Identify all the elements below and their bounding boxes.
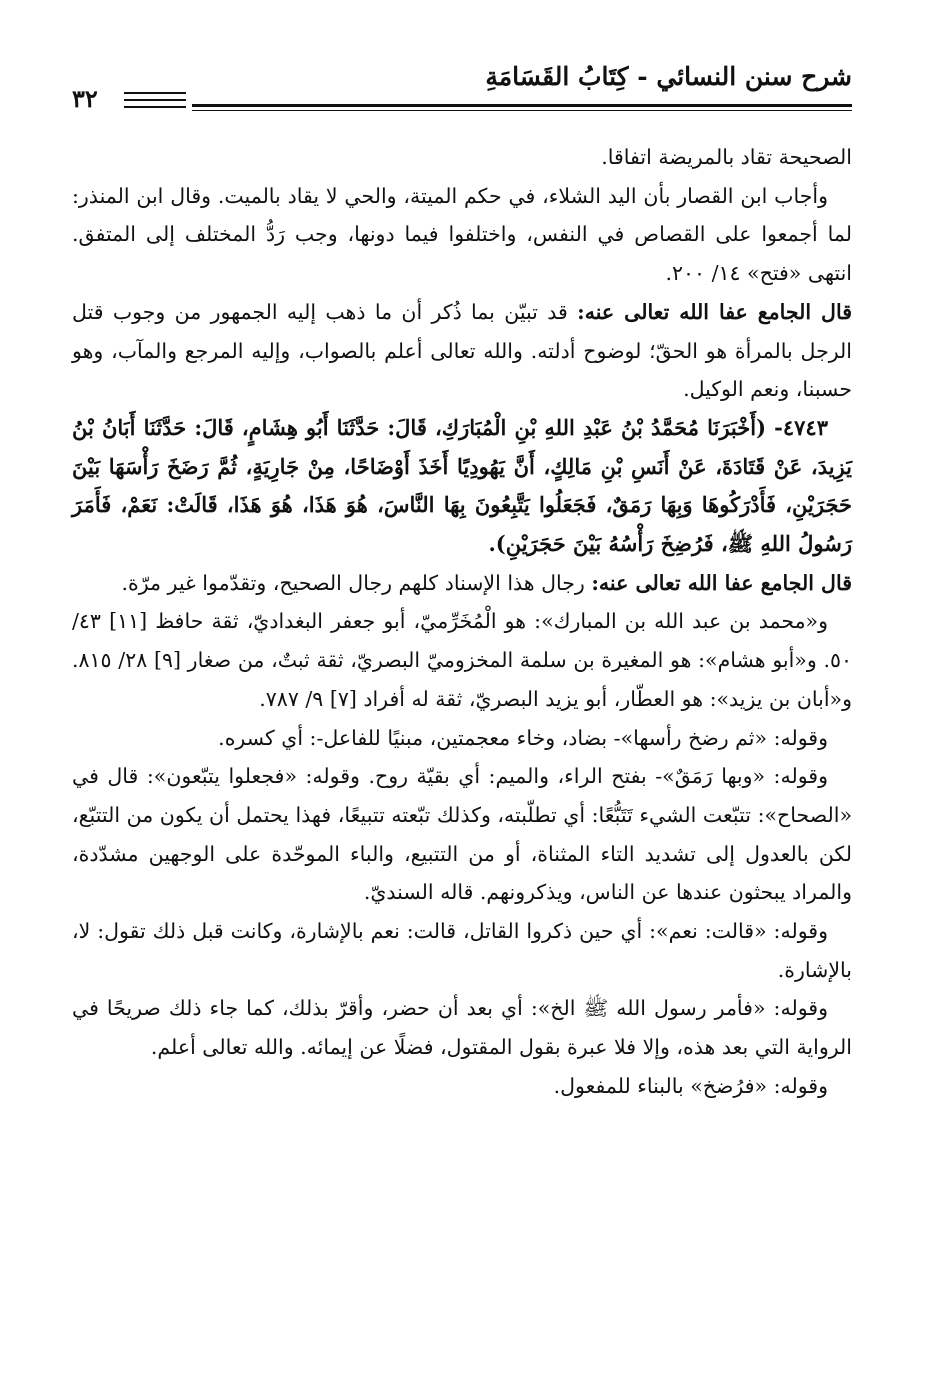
page-number: ٣٢ bbox=[72, 84, 98, 113]
paragraph-text: رجال هذا الإسناد كلهم رجال الصحيح، وتقدّموا غير مرّة. bbox=[121, 570, 592, 595]
book-page bbox=[72, 40, 852, 1360]
paragraph bbox=[72, 293, 852, 409]
hadith-text: ٤٧٤٣- (أَخْبَرَنَا مُحَمَّدُ بْنُ عَبْدِ اللهِ بْنِ الْمُبَارَكِ، قَالَ: حَدَّثَنَا أَبُو هِشَامٍ، قَالَ: حَدَّثَنَا أَبَانُ بْنُ يَزِيدَ، عَنْ قَتَادَةَ، عَنْ أَنَسِ بْنِ مَالِكٍ، أَنَّ يَهُودِيًا أَخَذَ أَوْضَاحًا، مِنْ جَارِيَةٍ، ثُمَّ رَضَخَ رَأْسَهَا بَيْنَ حَجَرَيْنِ، فَأَدْرَكُوهَا وَبِهَا رَمَقٌ، فَجَعَلُوا يَتَّبِعُونَ بِهَا النَّاسَ، هُوَ هَذَا، هُوَ هَذَا، قَالَتْ: نَعَمْ، فَأَمَرَ رَسُولُ اللهِ ﷺ، فَرُضِخَ رَأْسُهُ بَيْنَ حَجَرَيْنِ). bbox=[72, 414, 852, 557]
paragraph: و«محمد بن عبد الله بن المبارك»: هو الْمُخَرِّميّ، أبو جعفر البغداديّ، ثقة حافظ [١١] ٤٣/ ٥٠. و«أبو هشام»: هو المغيرة بن سلمة المخزوميّ البصريّ، ثقة ثبتٌ، من صغار [٩] ٢٨/ ٨١٥. و«أبان بن يزيد»: هو العطّار، أبو يزيد البصريّ، ثقة له أفراد [٧] ٩/ ٧٨٧. bbox=[72, 609, 853, 711]
paragraph: وأجاب ابن القصار بأن اليد الشلاء، في حكم الميتة، والحي لا يقاد بالميت. وقال ابن المنذر: لما أجمعوا على القصاص في النفس، واختلفوا فيما دونها، وجب رَدُّ المختلف إلى المتفق. انتهى «فتح» ١٤/ ٢٠٠. bbox=[72, 183, 852, 286]
page-number-box bbox=[72, 84, 192, 114]
paragraph bbox=[72, 564, 852, 603]
paragraph: وقوله: «فرُضخ» بالبناء للمفعول. bbox=[553, 1073, 828, 1098]
paragraph-text: قد تبيّن بما ذُكر أن ما ذهب إليه الجمهور من وجوب قتل الرجل بالمرأة هو الحقّ؛ لوضوح أدلته. والله تعالى أعلم بالصواب، وإليه المرجع والمآب، وهو حسبنا، ونعم الوكيل. bbox=[72, 299, 852, 402]
paragraph: وقوله: «قالت: نعم»: أي حين ذكروا القاتل، قالت: نعم بالإشارة، وكانت قبل ذلك تقول: لا، بالإشارة. bbox=[72, 919, 852, 982]
page-body bbox=[72, 138, 852, 1106]
paragraph: وقوله: «فأمر رسول الله ﷺ الخ»: أي بعد أن حضر، وأقرّ بذلك، كما جاء ذلك صريحًا في الرواية التي بعد هذه، وإلا فلا عبرة بقول المقتول، فضلًا عن إيمائه. والله تعالى أعلم. bbox=[72, 996, 852, 1060]
paragraph: وقوله: «ثم رضخ رأسها»- بضاد، وخاء معجمتين، مبنيًا للفاعل-: أي كسره. bbox=[218, 725, 828, 750]
paragraph: الصحيحة تقاد بالمريضة اتفاقا. bbox=[601, 145, 852, 169]
compiler-remark-label: قال الجامع عفا الله تعالى عنه: bbox=[591, 570, 852, 595]
compiler-remark-label: قال الجامع عفا الله تعالى عنه: bbox=[577, 299, 852, 324]
page-number-lines bbox=[124, 92, 186, 113]
running-header-title: شرح سنن النسائي - كِتَابُ القَسَامَةِ bbox=[485, 62, 852, 91]
paragraph: وقوله: «وبها رَمَقٌ»- بفتح الراء، والميم: أي بقيّة روح. وقوله: «فجعلوا يتبّعون»: قال في «الصحاح»: تتبّعت الشيء تَتَبُّعًا: أي تطلّبته، وكذلك تبّعته تتبيعًا، فهذا يحتمل أن يكون من التتبّع، لكن بالعدول إلى تشديد التاء المثناة، أو من التتبيع، والباء الموحّدة على الوجهين مشدّدة، والمراد يبحثون عندها عن الناس، ويذكرونهم. قاله السنديّ. bbox=[72, 764, 852, 905]
page-header bbox=[72, 40, 852, 112]
